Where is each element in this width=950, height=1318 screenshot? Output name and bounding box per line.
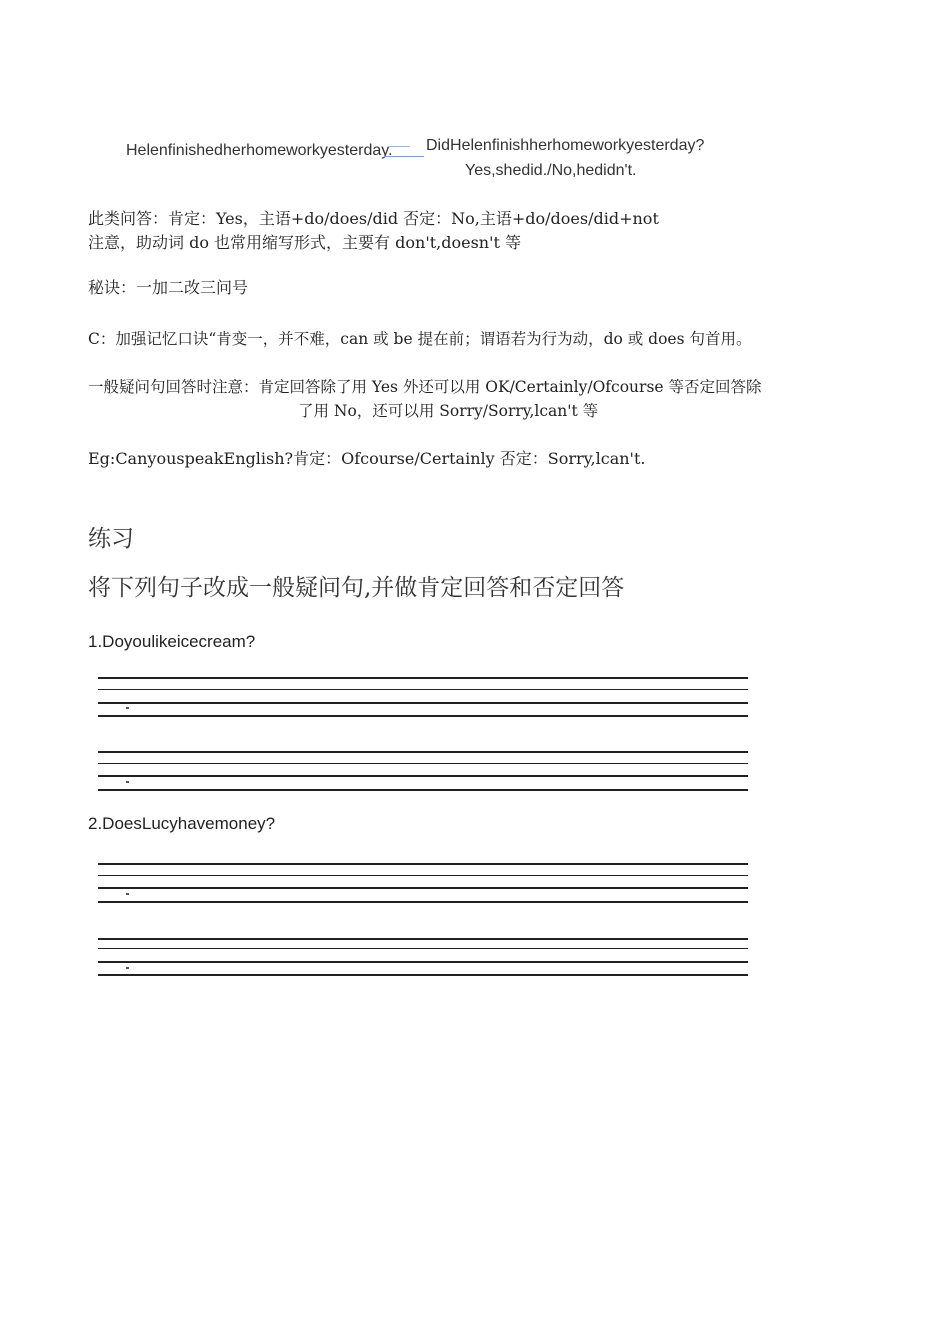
- exercise-instruction: 将下列句子改成一般疑问句,并做肯定回答和否定回答: [88, 575, 625, 601]
- exercise-heading: 练习: [88, 526, 134, 552]
- example-eg: Eg:CanyouspeakEnglish?肯定：Ofcourse/Certainly 否定：Sorry,lcan't.: [88, 449, 646, 468]
- reply-note-line2: 了用 No，还可以用 Sorry/Sorry,lcan't 等: [298, 402, 599, 420]
- question-2: 2.DoesLucyhavemoney?: [88, 814, 276, 833]
- example-answers: Yes,shedid./No,hedidn't.: [465, 162, 637, 179]
- question-1: 1.Doyoulikeicecream?: [88, 632, 256, 651]
- answer-rule: 此类问答：肯定：Yes，主语+do/does/did 否定：No,主语+do/does/did+not: [88, 209, 659, 228]
- reply-note-line1: 一般疑问句回答时注意：肯定回答除了用 Yes 外还可以用 OK/Certainly/Ofcourse 等否定回答除: [88, 378, 762, 396]
- writing-lines-2b: [98, 935, 748, 981]
- arrow-icon: [384, 150, 424, 157]
- example-statement: Helenfinishedherhomeworkyesterday.: [126, 142, 393, 159]
- secret-tip: 秘诀：一加二改三问号: [88, 278, 249, 297]
- mnemonic: C：加强记忆口诀“肯变一，并不难，can 或 be 提在前；谓语若为行为动，do 或 does 句首用。: [88, 330, 752, 348]
- writing-lines-1b: [98, 748, 748, 794]
- writing-lines-2a: [98, 860, 748, 906]
- writing-lines-1a: [98, 674, 748, 720]
- contraction-note: 注意，助动词 do 也常用缩写形式，主要有 don't,doesn't 等: [88, 233, 522, 252]
- example-question: DidHelenfinishherhomeworkyesterday?: [426, 137, 705, 154]
